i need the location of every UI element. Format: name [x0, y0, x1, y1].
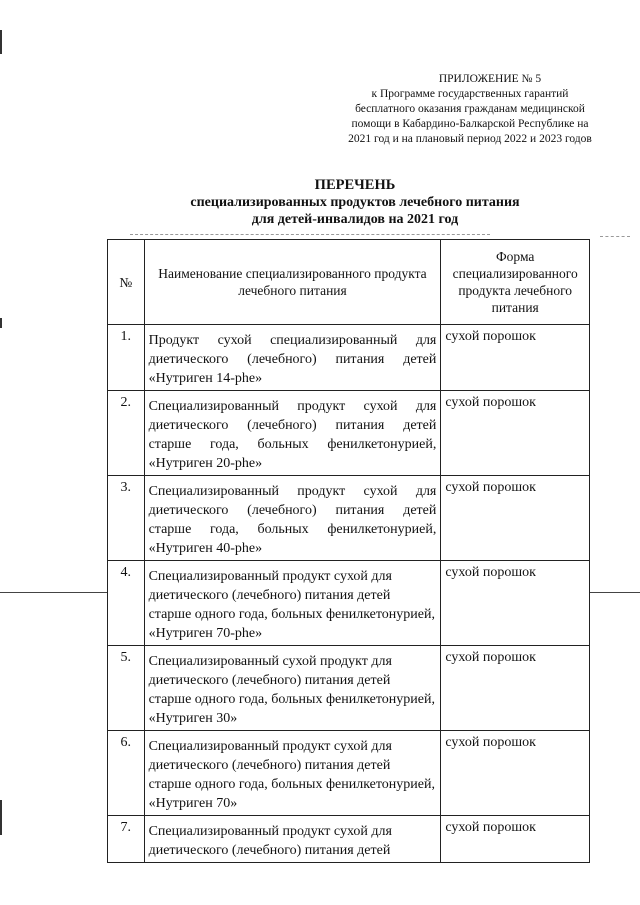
row-product-form: сухой порошок — [441, 476, 590, 561]
appendix-line: помощи в Кабардино-Балкарской Республике на — [351, 118, 589, 130]
appendix-block — [330, 72, 610, 147]
row-number: 5. — [108, 646, 145, 731]
scan-dash-line-row4 — [0, 592, 107, 593]
header-number: № — [108, 240, 145, 325]
row-product-form: сухой порошок — [441, 646, 590, 731]
row-product-name: Продукт сухой специализированный для диетического (лечебного) питания детей «Нутриген 14-phe» — [144, 325, 441, 391]
header-product-name: Наименование специализированного продукта лечебного питания — [144, 240, 441, 325]
document-subtitle-line-2: для детей-инвалидов на 2021 год — [251, 212, 459, 227]
document-subtitle-line-1: специализированных продуктов лечебного питания — [190, 195, 520, 210]
table-row — [108, 816, 590, 863]
row-number: 1. — [108, 325, 145, 391]
row-product-form: сухой порошок — [441, 391, 590, 476]
document-heading — [120, 177, 590, 228]
table-row — [108, 646, 590, 731]
table-row — [108, 391, 590, 476]
table-header-row — [108, 240, 590, 325]
row-number: 6. — [108, 731, 145, 816]
row-product-name: Специализированный сухой продукт для диетического (лечебного) питания детей старше одного года, больных фенилкетонурией, «Нутриген 30» — [144, 646, 441, 731]
appendix-line: к Программе государственных гарантий — [371, 88, 569, 100]
scan-edge-mark-middle — [0, 318, 2, 328]
row-product-name: Специализированный продукт сухой для диетического (лечебного) питания детей старше года, больных фенилкетонурией, «Нутриген 40-phe» — [144, 476, 441, 561]
row-product-name: Специализированный продукт сухой для диетического (лечебного) питания детей старше одного года, больных фенилкетонурией, «Нутриген 70» — [144, 731, 441, 816]
appendix-line: 2021 год и на плановый период 2022 и 2023 годов — [348, 133, 592, 145]
header-product-form: Форма специализированного продукта лечебного питания — [441, 240, 590, 325]
row-number: 3. — [108, 476, 145, 561]
document-title: ПЕРЕЧЕНЬ — [314, 177, 396, 193]
appendix-title: ПРИЛОЖЕНИЕ № 5 — [438, 73, 542, 85]
row-product-name: Специализированный продукт сухой для диетического (лечебного) питания детей — [144, 816, 441, 863]
scan-edge-mark-bottom — [0, 800, 2, 835]
products-table — [107, 239, 590, 863]
row-product-name: Специализированный продукт сухой для диетического (лечебного) питания детей старше года, больных фенилкетонурией, «Нутриген 20-phe» — [144, 391, 441, 476]
row-product-form: сухой порошок — [441, 561, 590, 646]
row-product-form: сухой порошок — [441, 325, 590, 391]
scan-dash-line — [130, 234, 490, 235]
row-product-form: сухой порошок — [441, 731, 590, 816]
scan-dash-line-right — [600, 236, 630, 237]
table-row — [108, 476, 590, 561]
row-number: 2. — [108, 391, 145, 476]
row-number: 7. — [108, 816, 145, 863]
row-product-form: сухой порошок — [441, 816, 590, 863]
table-row — [108, 561, 590, 646]
row-number: 4. — [108, 561, 145, 646]
table-row — [108, 731, 590, 816]
scan-dash-line-row4-right — [590, 592, 640, 593]
scan-edge-mark-top — [0, 30, 2, 54]
row-product-name: Специализированный продукт сухой для диетического (лечебного) питания детей старше одного года, больных фенилкетонурией, «Нутриген 70-phe» — [144, 561, 441, 646]
appendix-line: бесплатного оказания гражданам медицинской — [355, 103, 585, 115]
table-row — [108, 325, 590, 391]
